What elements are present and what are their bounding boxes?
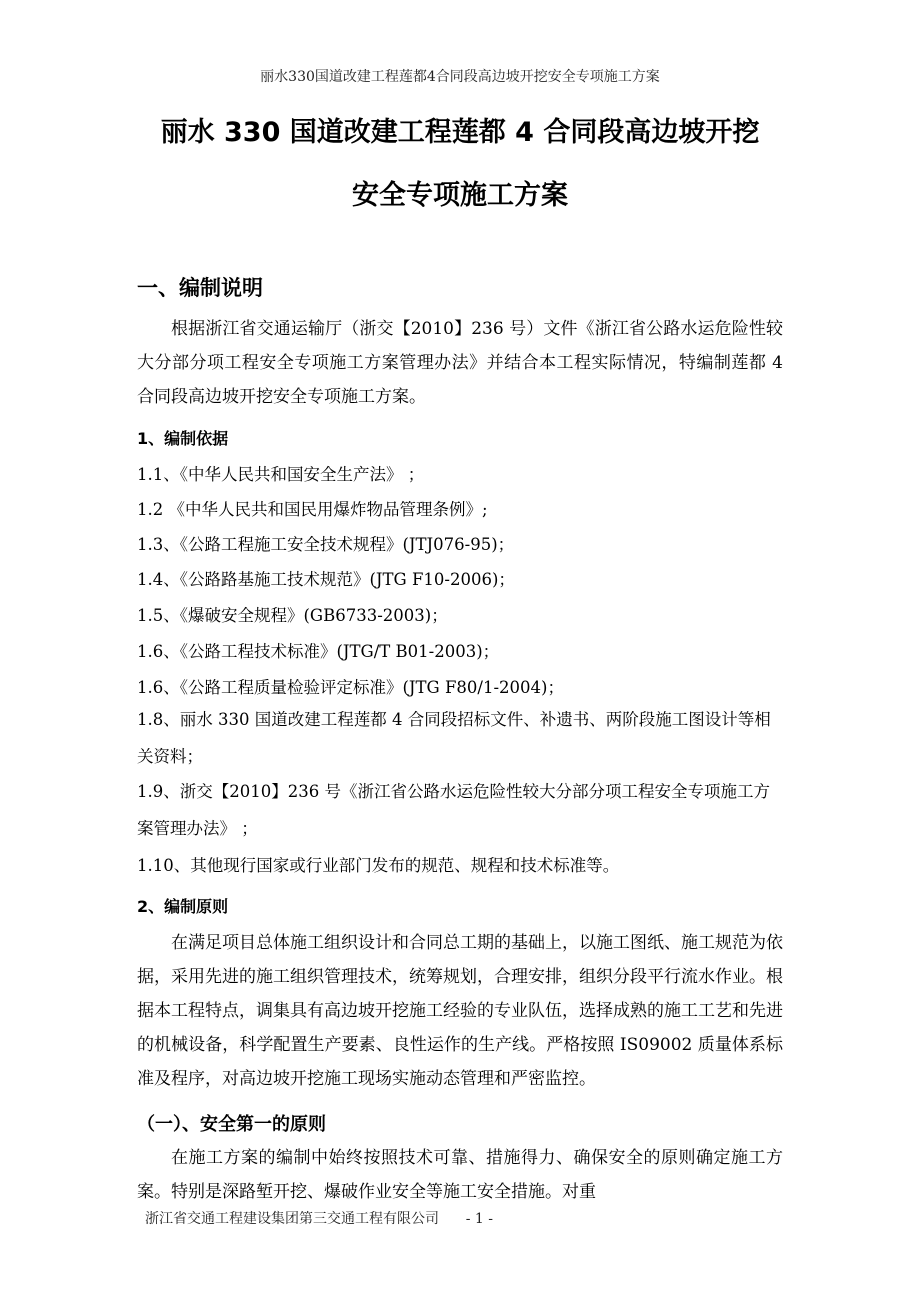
basis-item: 1.1、《中华人民共和国安全生产法》 ； <box>137 465 425 484</box>
basis-item: 1.3、《公路工程施工安全技术规程》(JTJ076-95)； <box>137 535 515 554</box>
principles-heading: 2、编制原则 <box>137 897 229 916</box>
page-number: - 1 - <box>465 1211 493 1227</box>
safety-paragraph: 在施工方案的编制中始终按照技术可靠、措施得力、确保安全的原则确定施工方案。特别是深路堑开挖、爆破作业安全等施工安全措施。对重 <box>137 1148 783 1202</box>
safety-principle-heading: （一）、安全第一的原则 <box>137 1114 326 1135</box>
document-title-line1: 丽水 330 国道改建工程莲都 4 合同段高边坡开挖 <box>160 117 760 148</box>
section-heading-compilation: 一、编制说明 <box>137 276 263 300</box>
basis-item: 1.9、浙交【2010】236 号《浙江省公路水运危险性较大分部分项工程安全专项施工方案管理办法》 ； <box>137 782 770 838</box>
basis-item: 1.10、其他现行国家或行业部门发布的规范、规程和技术标准等。 <box>137 856 620 875</box>
basis-item: 1.4、《公路路基施工技术规范》(JTG F10-2006)； <box>137 570 515 589</box>
basis-heading: 1、编制依据 <box>137 429 229 448</box>
basis-item: 1.6、《公路工程质量检验评定标准》(JTG F80/1-2004)； <box>137 678 564 697</box>
page-footer <box>145 1208 493 1228</box>
basis-item: 1.5、《爆破安全规程》(GB6733-2003)； <box>137 606 448 625</box>
intro-paragraph: 根据浙江省交通运输厅（浙交【2010】236 号）文件《浙江省公路水运危险性较大分部分项工程安全专项施工方案管理办法》并结合本工程实际情况，特编制莲都 4 合同段高边坡开挖安全专项施工方案。 <box>137 319 783 407</box>
footer-company: 浙江省交通工程建设集团第三交通工程有限公司 <box>145 1211 439 1227</box>
basis-item: 1.6、《公路工程技术标准》(JTG/T B01-2003)； <box>137 642 500 661</box>
document-title-line2: 安全专项施工方案 <box>352 180 568 211</box>
page-header: 丽水330国道改建工程莲都4合同段高边坡开挖安全专项施工方案 <box>260 69 660 85</box>
principles-paragraph: 在满足项目总体施工组织设计和合同总工期的基础上，以施工图纸、施工规范为依据，采用先进的施工组织管理技术，统筹规划，合理安排，组织分段平行流水作业。根据本工程特点，调集具有高边坡开挖施工经验的专业队伍，选择成熟的施工工艺和先进的机械设备，科学配置生产要素、良性运作的生产线。严格按照 IS09002 质量体系标准及程序，对高边坡开挖施工现场实施动态管理和严密监控。 <box>137 933 783 1089</box>
basis-item: 1.8、丽水 330 国道改建工程莲都 4 合同段招标文件、补遗书、两阶段施工图设计等相关资料； <box>137 710 771 766</box>
basis-item: 1.2 《中华人民共和国民用爆炸物品管理条例》; <box>137 500 488 519</box>
